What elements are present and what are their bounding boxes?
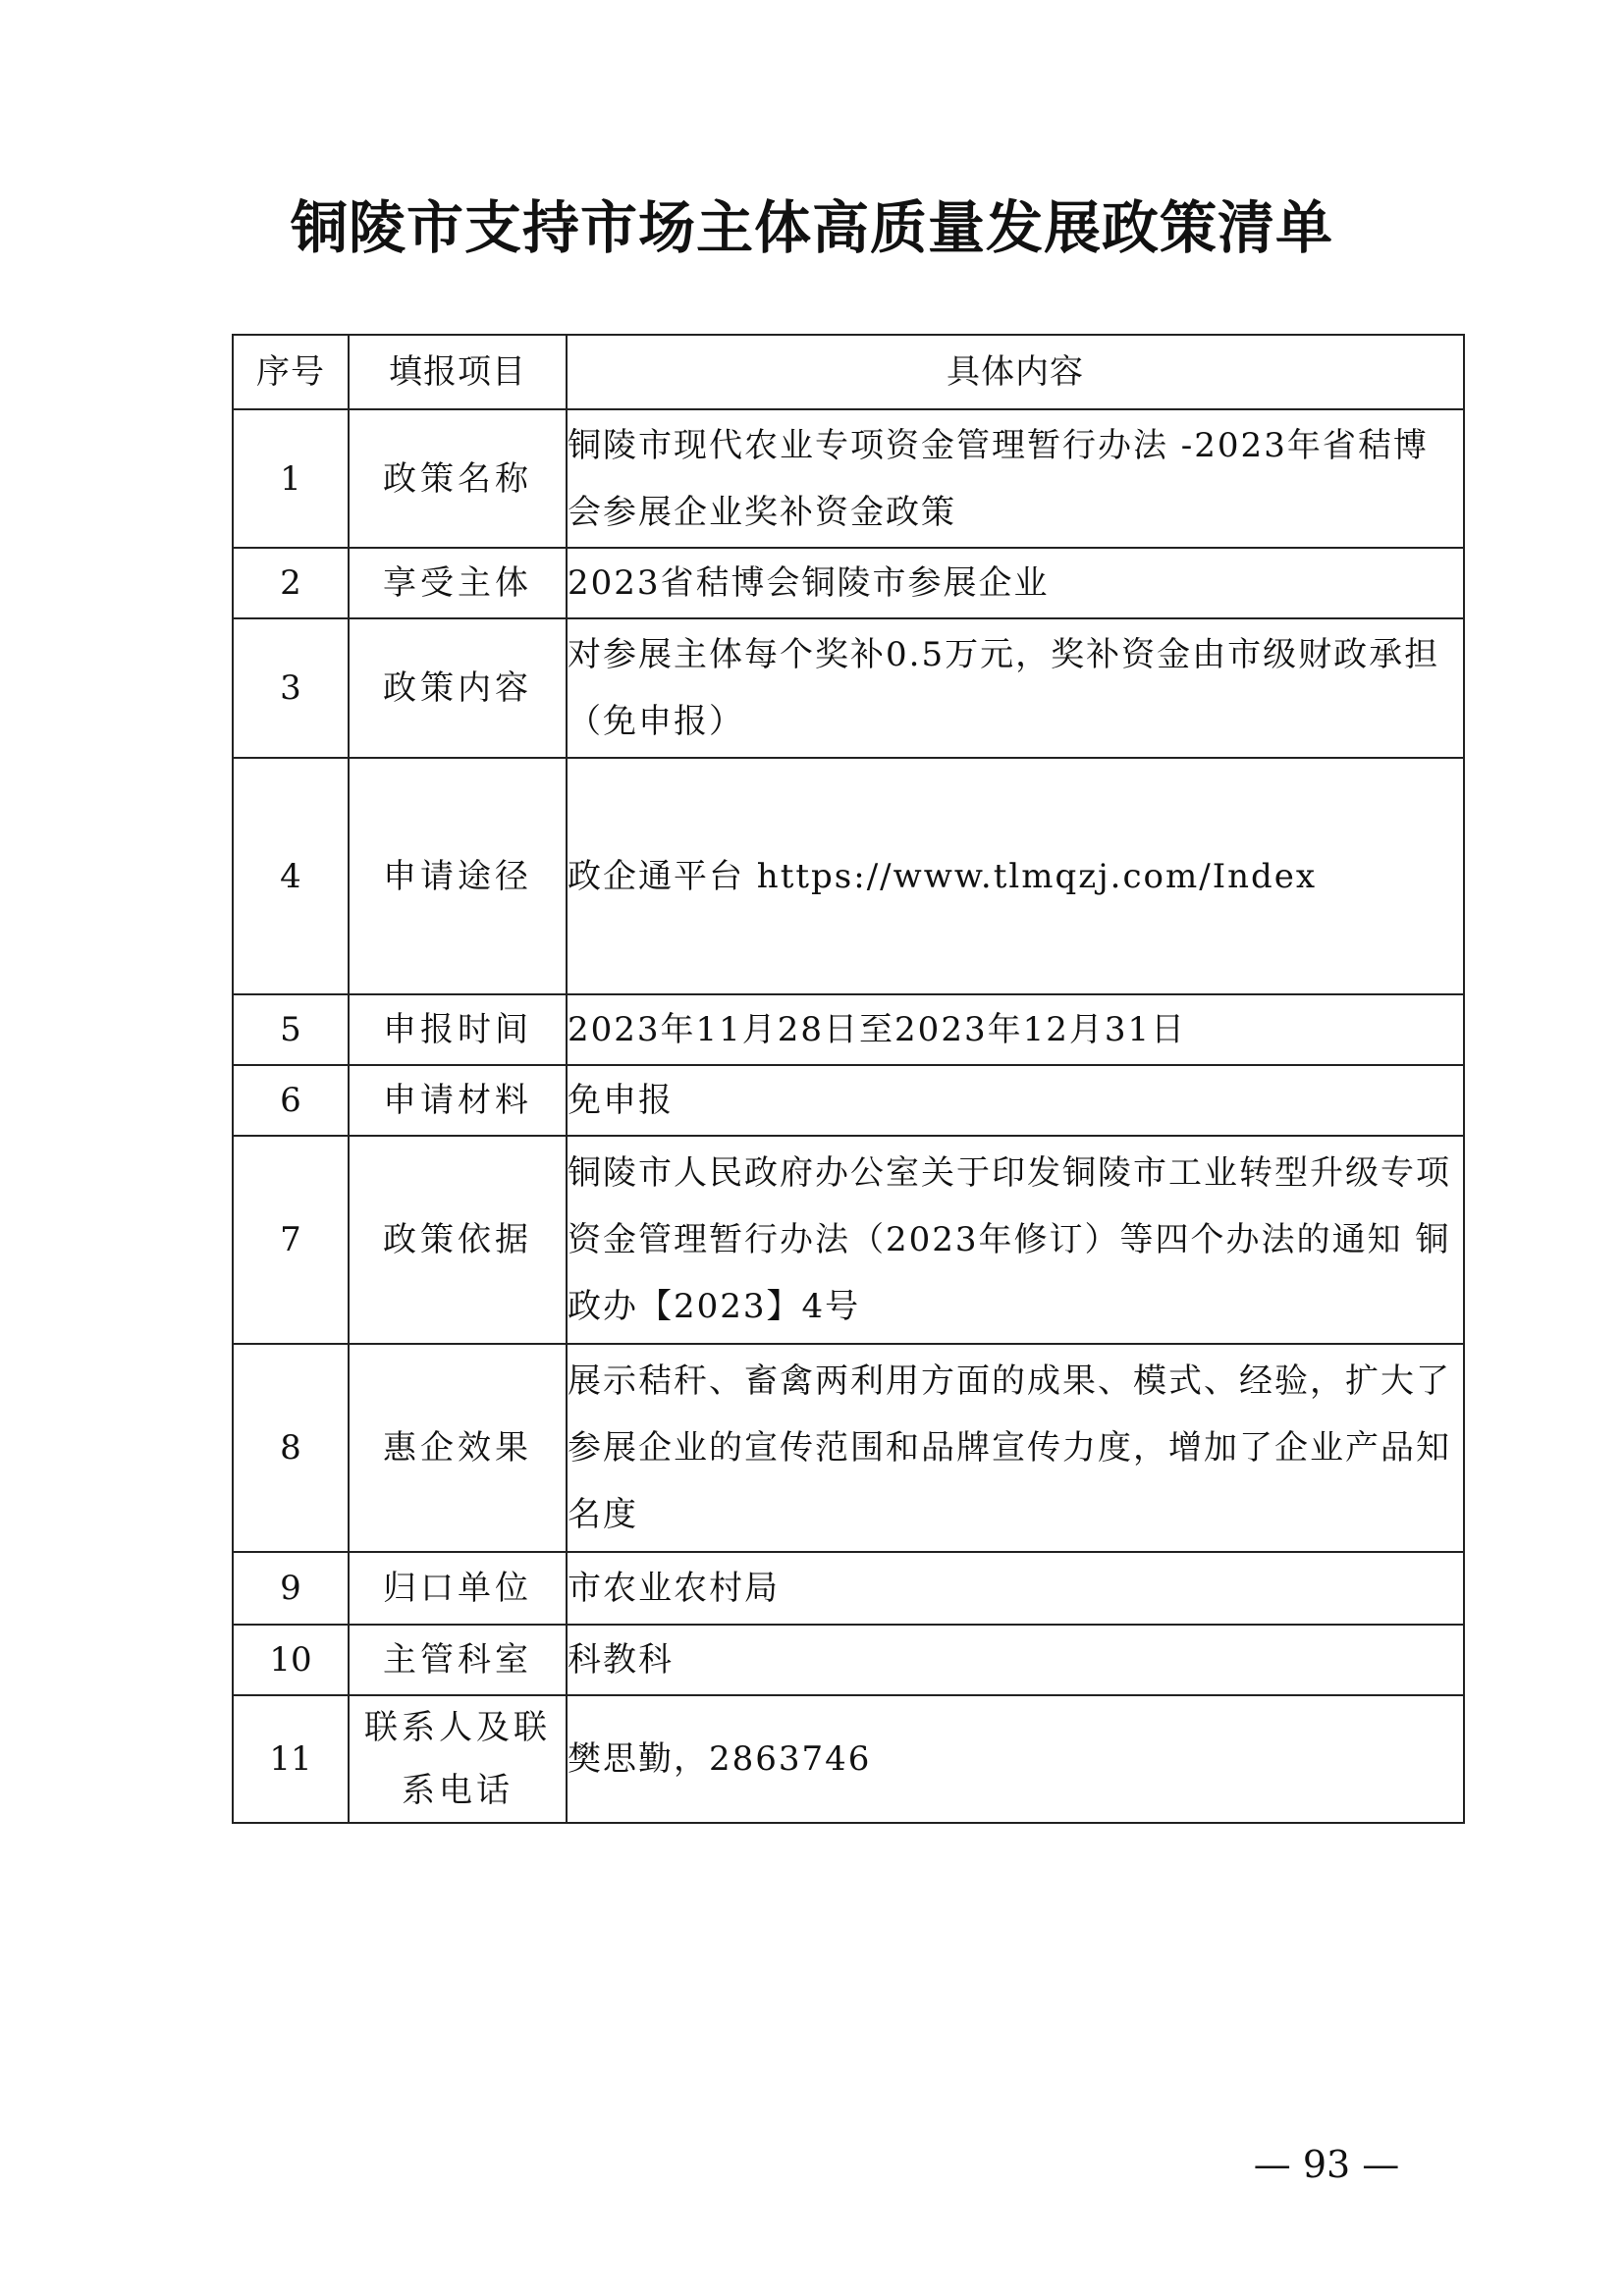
header-item: 填报项目 (349, 335, 567, 409)
row-content: 2023省秸博会铜陵市参展企业 (567, 548, 1464, 618)
row-content: 市农业农村局 (567, 1552, 1464, 1625)
row-number: 9 (233, 1552, 349, 1625)
row-content: 樊思勤，2863746 (567, 1695, 1464, 1823)
row-item: 联系人及联系电话 (349, 1695, 567, 1823)
header-content: 具体内容 (567, 335, 1464, 409)
table-row (233, 1552, 1464, 1625)
row-number: 7 (233, 1136, 349, 1344)
table-row (233, 1625, 1464, 1695)
row-number: 8 (233, 1344, 349, 1552)
row-content: 政企通平台 https://www.tlmqzj.com/Index (567, 758, 1464, 994)
row-item: 政策内容 (349, 618, 567, 758)
row-number: 2 (233, 548, 349, 618)
row-number: 4 (233, 758, 349, 994)
row-content: 铜陵市现代农业专项资金管理暂行办法 -2023年省秸博会参展企业奖补资金政策 (567, 409, 1464, 548)
table-row (233, 1695, 1464, 1823)
row-item: 申请材料 (349, 1065, 567, 1136)
row-number: 1 (233, 409, 349, 548)
table-row (233, 994, 1464, 1065)
row-content: 2023年11月28日至2023年12月31日 (567, 994, 1464, 1065)
table-row (233, 409, 1464, 548)
table-row (233, 1065, 1464, 1136)
policy-table (232, 334, 1465, 1824)
row-number: 6 (233, 1065, 349, 1136)
row-content: 免申报 (567, 1065, 1464, 1136)
row-item: 归口单位 (349, 1552, 567, 1625)
row-item: 惠企效果 (349, 1344, 567, 1552)
row-item: 申报时间 (349, 994, 567, 1065)
table-row (233, 1344, 1464, 1552)
table-row (233, 548, 1464, 618)
row-number: 3 (233, 618, 349, 758)
row-content: 科教科 (567, 1625, 1464, 1695)
row-item: 主管科室 (349, 1625, 567, 1695)
row-item: 申请途径 (349, 758, 567, 994)
table-header-row (233, 335, 1464, 409)
row-content: 展示秸秆、畜禽两利用方面的成果、模式、经验，扩大了参展企业的宣传范围和品牌宣传力度，增加了企业产品知名度 (567, 1344, 1464, 1552)
table-row (233, 618, 1464, 758)
document-title: 铜陵市支持市场主体高质量发展政策清单 (290, 194, 1333, 261)
table-row (233, 758, 1464, 994)
table-row (233, 1136, 1464, 1344)
row-item: 政策依据 (349, 1136, 567, 1344)
row-item: 享受主体 (349, 548, 567, 618)
row-content: 铜陵市人民政府办公室关于印发铜陵市工业转型升级专项资金管理暂行办法（2023年修订）等四个办法的通知 铜政办【2023】4号 (567, 1136, 1464, 1344)
row-content: 对参展主体每个奖补0.5万元，奖补资金由市级财政承担（免申报） (567, 618, 1464, 758)
row-number: 10 (233, 1625, 349, 1695)
row-number: 5 (233, 994, 349, 1065)
page-number: — 93 — (1253, 2143, 1400, 2186)
row-number: 11 (233, 1695, 349, 1823)
row-item: 政策名称 (349, 409, 567, 548)
header-no: 序号 (233, 335, 349, 409)
